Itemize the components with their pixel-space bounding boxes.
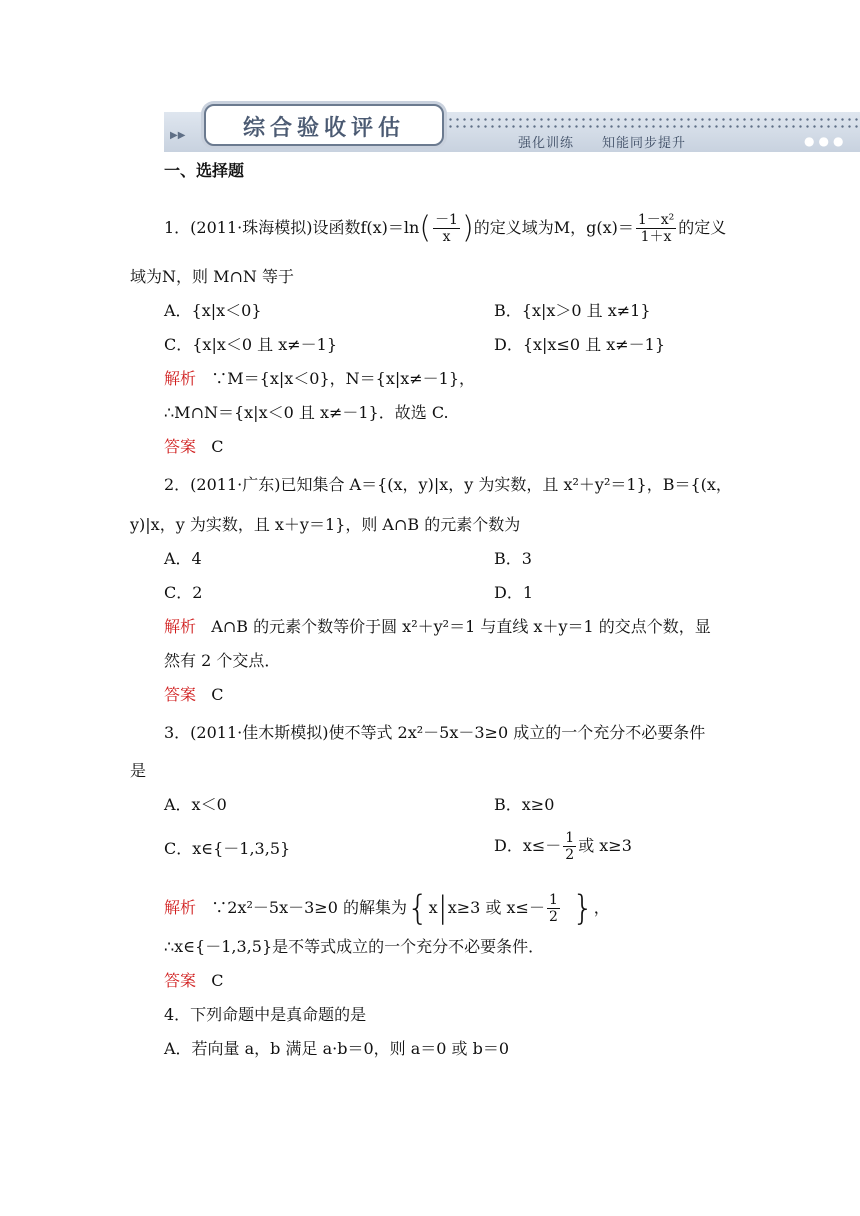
q1-answer-value: C bbox=[211, 437, 224, 456]
q3-analysis-den: 2 bbox=[548, 909, 558, 925]
q3-option-c: C．x∈{－1,3,5} bbox=[164, 839, 291, 858]
q2-stem-line1: 2．(2011·广东)已知集合 A＝{(x，y)|x，y 为实数，且 x²＋y²＝1}，B＝{(x， bbox=[164, 475, 732, 494]
q2-analysis-text1: A∩B 的元素个数等价于圆 x²＋y²＝1 与直线 x＋y＝1 的交点个数，显 bbox=[211, 617, 711, 636]
q2-option-d: D．1 bbox=[494, 583, 534, 602]
q2-option-b: B．3 bbox=[494, 549, 532, 568]
q3-analysis-line1: 解析 ∵2x²－5x－3≥0 的解集为{x|x≥3 或 x≤－ $\frac{1}{2}$ }， bbox=[164, 888, 610, 929]
q2-answer bbox=[164, 684, 224, 706]
arrow-icon: ▶▶ bbox=[170, 130, 186, 141]
q3-answer-value: C bbox=[211, 971, 224, 990]
q3-analysis-text1b: x≥3 或 x≤－ bbox=[447, 898, 545, 917]
q3-option-d bbox=[494, 830, 632, 863]
q3-set-var: x bbox=[428, 898, 438, 917]
q1-stem bbox=[164, 212, 726, 245]
q3-stem-line1: 3．(2011·佳木斯模拟)使不等式 2x²－5x－3≥0 成立的一个充分不必要条件 bbox=[164, 723, 706, 742]
section-title: 一、选择题 bbox=[164, 161, 245, 180]
q2-analysis-line2: 然有 2 个交点． bbox=[164, 651, 281, 670]
q3-option-d-b: 或 x≥3 bbox=[578, 836, 632, 855]
q3-analysis-label: 解析 bbox=[164, 898, 197, 917]
q1-answer-label: 答案 bbox=[164, 437, 197, 456]
brace-close: } bbox=[572, 888, 594, 929]
paren-close: ) bbox=[461, 210, 474, 246]
q3-option-b: B．x≥0 bbox=[494, 795, 555, 814]
q2-stem-line2: y)|x，y 为实数，且 x＋y＝1}，则 A∩B 的元素个数为 bbox=[130, 515, 521, 534]
q2-answer-value: C bbox=[211, 685, 224, 704]
q1-f-den: x bbox=[442, 229, 451, 245]
q2-option-c: C．2 bbox=[164, 583, 203, 602]
q3-option-d-a: D．x≤－ bbox=[494, 836, 562, 855]
q1-stem-a: 1．(2011·珠海模拟)设函数 bbox=[164, 218, 361, 237]
q2-option-a: A．4 bbox=[164, 549, 202, 568]
q1-analysis-text1: ∵M＝{x|x＜0}，N＝{x|x≠－1}， bbox=[211, 369, 476, 388]
banner-title: 综合验收评估 bbox=[242, 116, 405, 141]
q4-option-a: A．若向量 a，b 满足 a·b＝0，则 a＝0 或 b＝0 bbox=[164, 1039, 510, 1058]
q1-stem-b: 的定义域为M，g(x)＝ bbox=[473, 218, 634, 237]
section-banner bbox=[164, 104, 860, 150]
q1-g-num: 1－x² bbox=[637, 212, 675, 228]
q3-analysis-fraction bbox=[547, 892, 560, 925]
q1-g-fraction bbox=[636, 212, 676, 245]
q2-answer-label: 答案 bbox=[164, 685, 197, 704]
banner-badge bbox=[204, 104, 444, 146]
banner-subtitle: 强化训练 知能同步提升 bbox=[518, 136, 687, 151]
q1-option-d: D．{x|x≤0 且 x≠－1} bbox=[494, 335, 665, 354]
q3-stem-line2: 是 bbox=[130, 761, 147, 780]
q2-analysis-line1 bbox=[164, 616, 711, 638]
q3-d-den: 2 bbox=[565, 847, 575, 863]
brace-open: { bbox=[406, 888, 429, 929]
q3-answer-label: 答案 bbox=[164, 971, 197, 990]
q3-d-num: 1 bbox=[565, 830, 575, 846]
q3-analysis-num: 1 bbox=[548, 892, 558, 908]
q1-g-den: 1＋x bbox=[640, 229, 672, 245]
q1-f-num: －1 bbox=[435, 212, 458, 228]
q3-option-a: A．x＜0 bbox=[164, 795, 227, 814]
banner-dots bbox=[412, 116, 858, 130]
q1-f: f(x)＝ln bbox=[360, 218, 420, 237]
q1-answer bbox=[164, 436, 224, 458]
q1-analysis-line2: ∴M∩N＝{x|x＜0 且 x≠－1}．故选 C. bbox=[164, 403, 449, 422]
q1-analysis-line1 bbox=[164, 368, 475, 390]
q3-answer bbox=[164, 970, 224, 992]
q1-stem-line2: 域为N，则 M∩N 等于 bbox=[130, 267, 294, 286]
q1-option-a: A．{x|x＜0} bbox=[164, 301, 262, 320]
q1-option-b: B．{x|x＞0 且 x≠1} bbox=[494, 301, 651, 320]
set-bar: | bbox=[437, 890, 448, 926]
q3-analysis-line2: ∴x∈{－1,3,5}是不等式成立的一个充分不必要条件． bbox=[164, 937, 545, 956]
q1-f-fraction bbox=[433, 212, 460, 245]
q1-analysis-label: 解析 bbox=[164, 369, 197, 388]
paren-open: ( bbox=[419, 210, 432, 246]
q3-analysis-text1a: ∵2x²－5x－3≥0 的解集为 bbox=[211, 898, 407, 917]
q3-option-d-fraction bbox=[563, 830, 576, 863]
q4-stem: 4．下列命题中是真命题的是 bbox=[164, 1005, 367, 1024]
q1-option-c: C．{x|x＜0 且 x≠－1} bbox=[164, 335, 338, 354]
q2-analysis-label: 解析 bbox=[164, 617, 197, 636]
q1-stem-c: 的定义 bbox=[678, 218, 727, 237]
circle-icons: ●●● bbox=[804, 134, 848, 148]
